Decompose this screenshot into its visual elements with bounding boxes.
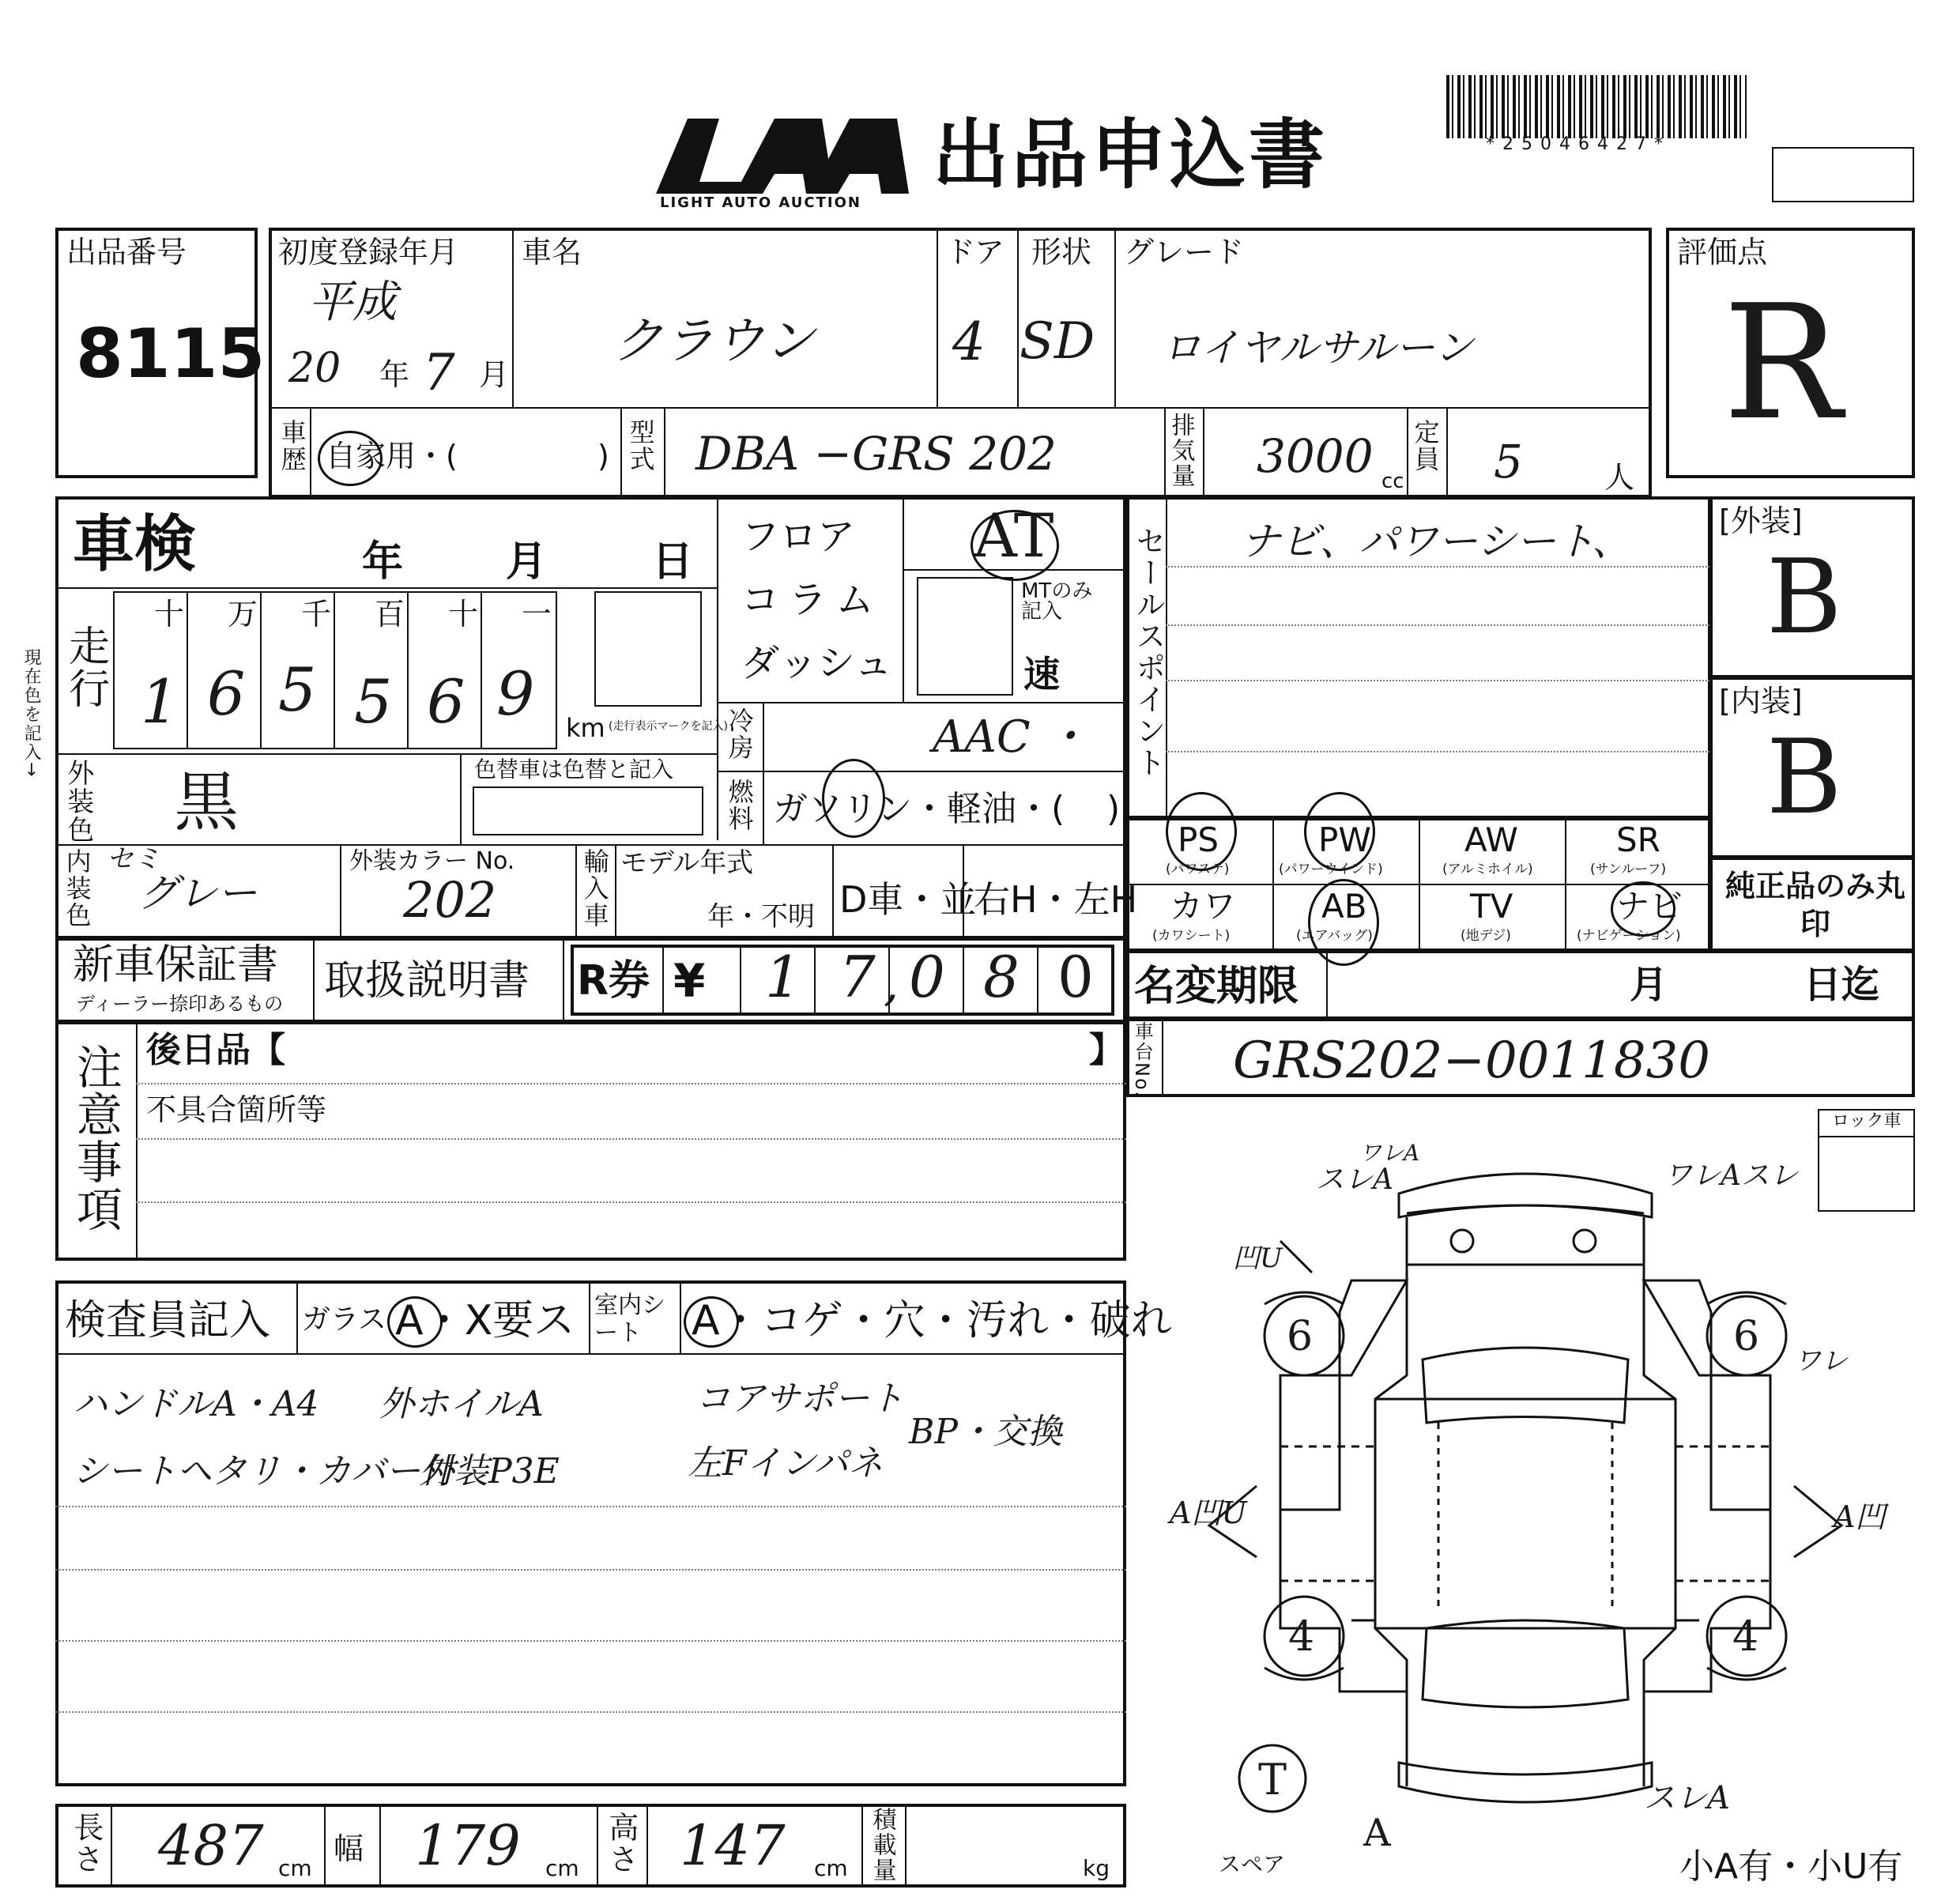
tire-rear-left: 4	[1288, 1613, 1315, 1661]
fuel-close: )	[1106, 789, 1121, 829]
registration-year: 20	[288, 345, 341, 392]
spare-label: スペア	[1219, 1851, 1286, 1877]
ac-value: AAC ・	[933, 711, 1089, 763]
sales-point-label: セールスポイント	[1130, 526, 1166, 779]
name-change-day: 日迄	[1804, 963, 1880, 1007]
mt-speed-box[interactable]	[917, 577, 1013, 696]
mileage-digit-4: 5	[354, 666, 393, 737]
equip-navi-circle	[1611, 881, 1675, 937]
displacement-unit: cc	[1381, 470, 1404, 493]
warranty-label: 新車保証書	[73, 941, 279, 989]
score-value: R	[1723, 271, 1842, 455]
manual-label: 取扱説明書	[324, 957, 530, 1005]
mileage-col-5: 十	[448, 597, 479, 632]
width-label: 幅	[334, 1831, 364, 1866]
equip-aw-desc: (アルミホイル)	[1442, 862, 1533, 877]
shape-value: SD	[1020, 312, 1095, 371]
remark-4: シートヘタリ・カバー付	[73, 1451, 455, 1492]
logo-subtitle: LIGHT AUTO AUCTION	[660, 194, 861, 211]
equip-tv: TV	[1470, 887, 1513, 926]
lock-car-label: ロック車	[1832, 1111, 1902, 1131]
fuel-circle	[822, 759, 885, 838]
stamp-box	[1772, 147, 1914, 202]
mark-rear-left: A	[1363, 1811, 1391, 1855]
r-digit-3: ,	[884, 956, 899, 1012]
grade-label: グレード	[1124, 235, 1245, 270]
laa-logo-mark	[656, 111, 917, 198]
doors-value: 4	[952, 311, 986, 372]
form-title: 出品申込書	[933, 111, 1328, 199]
fuel-value: ガソリン・軽油・(	[773, 789, 1065, 829]
listing-number-value: 8115	[76, 315, 266, 394]
mileage-unit-note: (走行表示マークを記入)	[609, 720, 728, 733]
diagram-footer: 小A有・小U有	[1679, 1846, 1903, 1887]
spare-value: T	[1258, 1755, 1287, 1805]
later-label: 後日品【	[146, 1030, 285, 1070]
shift-dash: ダッシュ	[741, 641, 893, 685]
speed-label: 速	[1023, 653, 1060, 696]
seat-circle	[684, 1296, 739, 1348]
mileage-label: 走行	[61, 624, 109, 710]
model-type-value: DBA −GRS 202	[695, 427, 1057, 481]
mileage-col-1: 十	[154, 597, 185, 632]
sales-point-value: ナビ、パワーシート、	[1241, 519, 1631, 564]
width-unit: cm	[545, 1855, 579, 1881]
d-car: D車・並	[839, 878, 977, 921]
history-close: )	[597, 439, 609, 473]
history-label: 車歴	[277, 419, 307, 473]
mark-front-center: ワレA	[1359, 1140, 1420, 1166]
barcode	[1446, 75, 1747, 138]
inspection-month: 月	[506, 538, 548, 586]
mileage-digit-5: 6	[427, 666, 466, 737]
defects-label: 不具合箇所等	[146, 1092, 327, 1127]
mark-door-left: A凹U	[1170, 1495, 1247, 1530]
length-value: 487	[158, 1813, 264, 1878]
fuel-label: 燃料	[724, 779, 755, 832]
seat-value: A・コゲ・穴・汚れ・破れ	[692, 1297, 1172, 1344]
tire-front-left: 6	[1287, 1313, 1314, 1360]
height-label: 高さ	[603, 1812, 639, 1875]
length-unit: cm	[278, 1855, 312, 1881]
equip-tv-desc: (地デジ)	[1461, 928, 1511, 944]
tire-front-right: 6	[1733, 1313, 1760, 1360]
mileage-col-6: 一	[522, 597, 552, 632]
capacity-label: 定員	[1410, 419, 1441, 473]
mark-rear-right: スレA	[1644, 1780, 1730, 1816]
interior-color-label: 内装色	[62, 848, 92, 929]
load-label: 積載量	[868, 1807, 896, 1883]
exterior-color-label: 外装色	[62, 759, 94, 844]
equip-kawa-desc: (カワシート)	[1152, 928, 1231, 944]
current-color-note: 現在色を記入→	[21, 648, 42, 779]
interior-grade-label: [内装]	[1719, 684, 1803, 718]
listing-number-label: 出品番号	[66, 235, 187, 270]
remark-7: BP・交換	[909, 1412, 1062, 1452]
equip-pw: PW	[1318, 820, 1371, 859]
chassis-label: 車台No.	[1131, 1021, 1154, 1099]
capacity-unit: 人	[1604, 460, 1635, 495]
ac-label: 冷房	[724, 707, 755, 761]
shift-column: コラム	[741, 578, 884, 622]
equip-kawa: カワ	[1170, 887, 1237, 926]
mileage-col-2: 万	[228, 597, 258, 632]
tire-rear-right: 4	[1732, 1613, 1759, 1661]
r-ticket-label: R券	[577, 957, 650, 1005]
remark-3: コアサポート	[695, 1378, 904, 1419]
grade-value: ロイヤルサルーン	[1162, 325, 1474, 371]
glass-value: A・X要ス	[395, 1297, 575, 1344]
r-digit-4: 0	[909, 944, 945, 1010]
shift-floor: フロア	[741, 515, 856, 559]
color-no-value: 202	[403, 871, 497, 929]
mileage-mark-box	[594, 591, 702, 707]
r-digit-2: 7	[839, 944, 876, 1010]
equip-sr: SR	[1616, 820, 1660, 859]
r-digit-5: 8	[983, 944, 1020, 1010]
name-change-month: 月	[1630, 963, 1668, 1007]
mileage-unit: km	[566, 713, 605, 743]
equip-pw-circle	[1304, 792, 1375, 871]
height-unit: cm	[814, 1855, 848, 1881]
car-name-value: クラウン	[612, 312, 815, 371]
registration-month-unit: 月	[479, 357, 510, 392]
mileage-digit-3: 5	[278, 654, 317, 725]
score-label: 評価点	[1677, 235, 1768, 270]
remark-2: 外ホイルA	[379, 1384, 544, 1424]
equip-aw: AW	[1464, 820, 1518, 859]
car-name-label: 車名	[522, 235, 582, 270]
equip-ab: AB	[1321, 887, 1367, 926]
shift-value: AT	[974, 500, 1054, 571]
equip-ps-circle	[1166, 792, 1237, 871]
registration-month: 7	[423, 344, 455, 402]
inspector-box	[55, 1280, 1126, 1786]
model-year-value: 年・不明	[707, 901, 815, 933]
color-no-label: 外装カラー No.	[349, 847, 515, 875]
registration-year-unit: 年	[379, 357, 410, 392]
r-digit-1: 1	[765, 944, 801, 1010]
r-ticket-yen: ¥	[673, 954, 706, 1008]
registration-label: 初度登録年月	[278, 235, 459, 270]
width-value: 179	[415, 1813, 521, 1878]
remark-6: 左Fインパネ	[688, 1443, 884, 1484]
height-value: 147	[680, 1813, 786, 1878]
displacement-label: 排気量	[1167, 413, 1195, 488]
load-unit: kg	[1083, 1855, 1110, 1881]
exterior-grade-value: B	[1766, 537, 1842, 657]
doors-label: ドア	[945, 235, 1004, 270]
warranty-note: ディーラー捺印あるもの	[76, 993, 284, 1015]
mark-front-left: スレA	[1316, 1163, 1393, 1196]
remark-1: ハンドルA・A4	[73, 1384, 319, 1424]
mark-fender-left: 凹U	[1233, 1243, 1283, 1274]
model-year-label: モデル年式	[620, 847, 754, 879]
registration-era: 平成	[308, 277, 397, 328]
handle-side: 右H・左H	[974, 878, 1138, 921]
chassis-value: GRS202−0011830	[1233, 1031, 1710, 1090]
equip-navi: ナビ	[1616, 887, 1683, 926]
r-digit-6: 0	[1057, 944, 1094, 1010]
displacement-value: 3000	[1257, 429, 1374, 483]
inspection-label: 車検	[73, 509, 197, 580]
mileage-col-4: 百	[375, 597, 405, 632]
shape-label: 形状	[1031, 235, 1092, 270]
exterior-color-value: 黒	[174, 765, 239, 840]
later-close: 】	[1089, 1030, 1124, 1070]
barcode-number: *25046427*	[1486, 134, 1671, 154]
name-change-label: 名変期限	[1134, 963, 1299, 1010]
exterior-grade-label: [外装]	[1719, 503, 1803, 538]
inspection-year: 年	[362, 538, 404, 586]
glass-label: ガラス	[302, 1303, 386, 1336]
equip-ps-desc: (パワステ)	[1166, 862, 1230, 877]
mark-door-right: A凹	[1834, 1499, 1886, 1534]
laa-logo	[656, 111, 917, 213]
mark-fender-right: ワレ	[1794, 1345, 1848, 1377]
import-label: 輸入車	[579, 848, 610, 929]
repaint-input[interactable]	[473, 786, 703, 835]
seat-label: 室内シート	[594, 1292, 665, 1347]
model-type-label: 型式	[625, 419, 656, 473]
mileage-digit-2: 6	[207, 658, 246, 729]
glass-circle	[387, 1296, 443, 1348]
remark-5: 外装P3E	[419, 1451, 560, 1492]
equip-ps: PS	[1178, 820, 1219, 859]
equip-pw-desc: (パワーウインド)	[1279, 862, 1383, 877]
mileage-digit-6: 9	[496, 658, 535, 729]
interior-color-value: グレー	[138, 870, 257, 916]
equip-sr-desc: (サンルーフ)	[1590, 862, 1667, 877]
notes-label: 注意事項	[68, 1043, 122, 1233]
mileage-digit-1: 1	[141, 666, 179, 737]
equip-navi-desc: (ナビゲーション)	[1577, 928, 1681, 944]
mileage-col-3: 千	[301, 597, 332, 632]
mark-front-right: ワレAスレ	[1664, 1160, 1798, 1192]
history-value: 自家用・(	[326, 439, 458, 473]
interior-color-note: セミ	[107, 843, 160, 875]
equip-ab-desc: (エアバッグ)	[1296, 928, 1373, 944]
mt-note: MTのみ記入	[1021, 579, 1093, 624]
inspector-label: 検査員記入	[65, 1297, 271, 1344]
length-label: 長さ	[68, 1812, 104, 1875]
interior-grade-value: B	[1766, 717, 1842, 837]
repaint-label: 色替車は色替と記入	[474, 756, 674, 783]
capacity-value: 5	[1494, 435, 1523, 488]
genuine-only-label: 純正品のみ丸印	[1724, 869, 1905, 941]
inspection-day: 日	[652, 538, 694, 586]
